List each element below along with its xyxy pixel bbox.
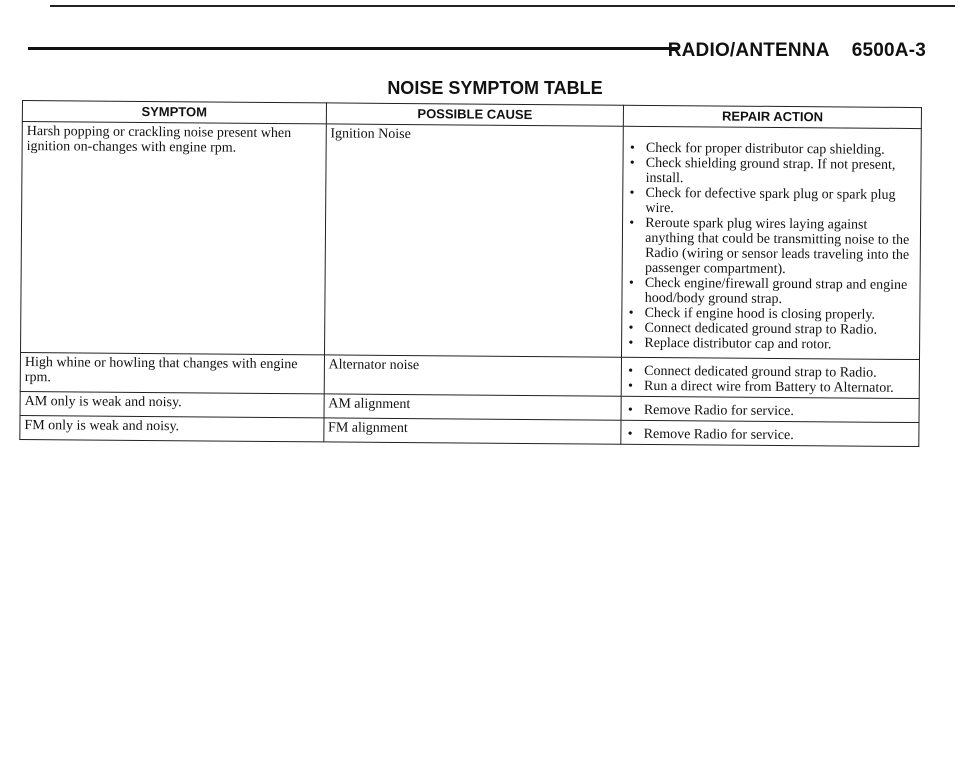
- repair-action-list: [626, 403, 915, 420]
- cause-cell: AM alignment: [324, 394, 622, 420]
- list-item: • Check shielding ground strap. If not present, install.: [646, 156, 917, 188]
- column-header-symptom: SYMPTOM: [22, 101, 326, 124]
- repair-action-list: [626, 427, 915, 444]
- list-item: • Check for defective spark plug or spark plug wire.: [645, 186, 916, 218]
- repair-action-cell: [621, 357, 919, 398]
- symptom-cell: High whine or howling that changes with engine rpm.: [20, 352, 324, 393]
- symptom-cell: Harsh popping or crackling noise present when ignition on-changes with engine rpm.: [21, 122, 326, 355]
- list-item: • Replace distributor cap and rotor.: [644, 336, 915, 353]
- cause-cell: FM alignment: [323, 418, 621, 444]
- repair-action-cell: [621, 420, 919, 446]
- table-row: [21, 122, 922, 360]
- list-item: • Connect dedicated ground strap to Radio.: [644, 364, 915, 381]
- repair-action-cell: [621, 396, 919, 422]
- table-title: NOISE SYMPTOM TABLE: [387, 78, 603, 98]
- list-item: • Check if engine hood is closing properly.: [645, 306, 916, 323]
- list-item: • Connect dedicated ground strap to Radio.: [644, 321, 915, 338]
- list-item: • Remove Radio for service.: [644, 427, 915, 444]
- cause-cell: Ignition Noise: [324, 124, 623, 357]
- list-item: • Reroute spark plug wires laying against anything that could be transmitting noise to the Radio (wiring or sensor leads traveling into the passenger compartment).: [645, 216, 916, 278]
- symptom-cell: FM only is weak and noisy.: [20, 415, 324, 441]
- symptom-cell: AM only is weak and noisy.: [20, 391, 324, 417]
- list-item: • Check engine/firewall ground strap and engine hood/body ground strap.: [645, 276, 916, 308]
- column-header-cause: POSSIBLE CAUSE: [326, 103, 624, 126]
- page-number: 6500A-3: [851, 40, 926, 61]
- list-item: • Check for proper distributor cap shielding.: [646, 141, 917, 158]
- cause-cell: Alternator noise: [324, 355, 622, 396]
- header-rule: [28, 47, 678, 50]
- page-heading: [668, 40, 926, 62]
- repair-action-list: [626, 141, 916, 353]
- top-rule: [50, 5, 955, 7]
- list-item: • Remove Radio for service.: [644, 403, 915, 420]
- column-header-repair-action: REPAIR ACTION: [624, 105, 922, 128]
- repair-action-list: [626, 364, 915, 396]
- list-item: • Run a direct wire from Battery to Alternator.: [644, 379, 915, 396]
- section-title: RADIO/ANTENNA: [667, 40, 830, 61]
- noise-symptom-table: [19, 100, 922, 447]
- repair-action-cell: [622, 126, 922, 359]
